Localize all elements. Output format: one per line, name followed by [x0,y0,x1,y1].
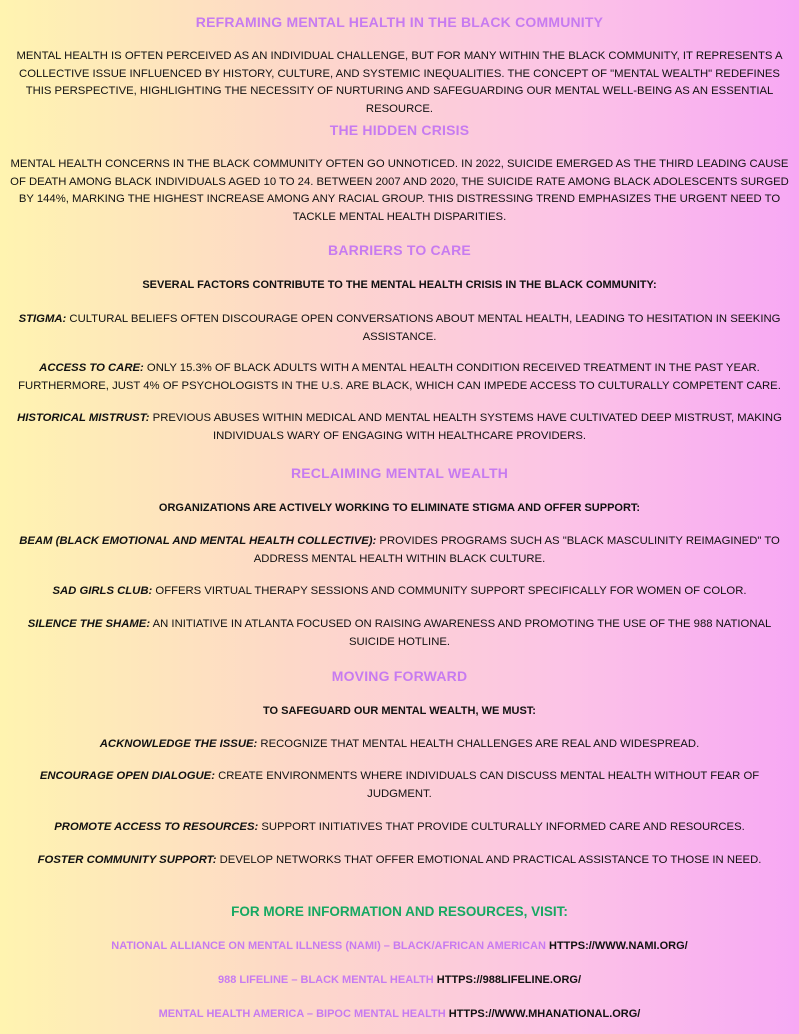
list-item-sad-girls-club [0,583,799,601]
resource-label: MENTAL HEALTH AMERICA – BIPOC MENTAL HEALTH [158,1008,446,1020]
section-title-reclaiming: RECLAIMING MENTAL WEALTH [290,465,509,481]
section-title-reframing: REFRAMING MENTAL HEALTH IN THE BLACK COMMUNITY [195,14,604,30]
resource-link-988[interactable] [0,974,799,986]
resource-link-mha[interactable] [0,1008,799,1020]
list-item-historical-mistrust [0,410,799,445]
item-lead: BEAM (BLACK EMOTIONAL AND MENTAL HEALTH COLLECTIVE): [19,535,377,547]
item-text: CREATE ENVIRONMENTS WHERE INDIVIDUALS CAN DISCUSS MENTAL HEALTH WITHOUT FEAR OF JUDGMENT. [214,770,760,800]
list-item-silence-the-shame [0,616,799,651]
item-lead: ACCESS TO CARE: [39,362,144,374]
resource-url[interactable]: HTTPS://988LIFELINE.ORG/ [436,974,582,986]
resource-url[interactable]: HTTPS://WWW.MHANATIONAL.ORG/ [448,1008,641,1020]
item-text: SUPPORT INITIATIVES THAT PROVIDE CULTURALLY INFORMED CARE AND RESOURCES. [258,821,745,833]
item-text: DEVELOP NETWORKS THAT OFFER EMOTIONAL AND PRACTICAL ASSISTANCE TO THOSE IN NEED. [216,854,762,866]
list-item-beam [0,533,799,568]
paragraph-hidden-crisis: MENTAL HEALTH CONCERNS IN THE BLACK COMMUNITY OFTEN GO UNNOTICED. IN 2022, SUICIDE EMERGED AS THE THIRD LEADING CAUSE OF DEATH AMONG BLACK INDIVIDUALS AGED 10 TO 24. BETWEEN 2007 AND 2020, THE SUICIDE RATE AMONG BLACK ADOLESCENTS SURGED BY 144%, MARKING THE HIGHEST INCREASE AMONG ANY RACIAL GROUP. THIS DISTRESSING TREND EMPHASIZES THE URGENT NEED TO TACKLE MENTAL HEALTH DISPARITIES. [10,158,789,223]
section-title-moving-forward: MOVING FORWARD [331,668,468,684]
item-lead: SAD GIRLS CLUB: [52,585,153,597]
list-item-promote [0,819,799,837]
item-text: ONLY 15.3% OF BLACK ADULTS WITH A MENTAL HEALTH CONDITION RECEIVED TREATMENT IN THE PAST YEAR. FURTHERMORE, JUST 4% OF PSYCHOLOGISTS IN THE U.S. ARE BLACK, WHICH CAN IMPEDE ACCESS TO CULTURALLY COMPETENT CARE. [18,362,781,392]
list-item-access-to-care [0,360,799,395]
item-lead: ACKNOWLEDGE THE ISSUE: [99,738,258,750]
list-item-encourage [0,768,799,803]
item-text: PREVIOUS ABUSES WITHIN MEDICAL AND MENTAL HEALTH SYSTEMS HAVE CULTIVATED DEEP MISTRUST, MAKING INDIVIDUALS WARY OF ENGAGING WITH HEALTHCARE PROVIDERS. [149,412,782,442]
list-item-foster [0,852,799,870]
item-lead: SILENCE THE SHAME: [27,618,151,630]
resources-heading: FOR MORE INFORMATION AND RESOURCES, VISIT: [231,904,568,919]
item-lead: STIGMA: [18,313,67,325]
paragraph-reframing: MENTAL HEALTH IS OFTEN PERCEIVED AS AN INDIVIDUAL CHALLENGE, BUT FOR MANY WITHIN THE BLACK COMMUNITY, IT REPRESENTS A COLLECTIVE ISSUE INFLUENCED BY HISTORY, CULTURE, AND SYSTEMIC INEQUALITIES. THE CONCEPT OF "MENTAL WEALTH" REDEFINES THIS PERSPECTIVE, HIGHLIGHTING THE NECESSITY OF NURTURING AND SAFEGUARDING OUR MENTAL WELL-BEING AS AN ESSENTIAL RESOURCE. [16,50,783,115]
item-text: OFFERS VIRTUAL THERAPY SESSIONS AND COMMUNITY SUPPORT SPECIFICALLY FOR WOMEN OF COLOR. [152,585,747,597]
resource-label: 988 LIFELINE – BLACK MENTAL HEALTH [217,974,434,986]
section-title-hidden-crisis: THE HIDDEN CRISIS [329,122,470,138]
list-item-stigma [0,311,799,346]
subtitle-reclaiming: ORGANIZATIONS ARE ACTIVELY WORKING TO ELIMINATE STIGMA AND OFFER SUPPORT: [158,502,641,514]
list-item-acknowledge [0,736,799,754]
resource-url[interactable]: HTTPS://WWW.NAMI.ORG/ [549,940,688,952]
resource-link-nami[interactable] [0,940,799,952]
item-lead: FOSTER COMMUNITY SUPPORT: [37,854,217,866]
item-text: CULTURAL BELIEFS OFTEN DISCOURAGE OPEN CONVERSATIONS ABOUT MENTAL HEALTH, LEADING TO HESITATION IN SEEKING ASSISTANCE. [66,313,781,343]
subtitle-moving-forward: TO SAFEGUARD OUR MENTAL WEALTH, WE MUST: [263,705,536,717]
item-text: RECOGNIZE THAT MENTAL HEALTH CHALLENGES ARE REAL AND WIDESPREAD. [257,738,700,750]
section-title-barriers: BARRIERS TO CARE [328,242,471,258]
subtitle-barriers: SEVERAL FACTORS CONTRIBUTE TO THE MENTAL HEALTH CRISIS IN THE BLACK COMMUNITY: [142,279,657,291]
item-text: AN INITIATIVE IN ATLANTA FOCUSED ON RAISING AWARENESS AND PROMOTING THE USE OF THE 988 NATIONAL SUICIDE HOTLINE. [150,618,772,648]
item-lead: ENCOURAGE OPEN DIALOGUE: [39,770,215,782]
resource-label: NATIONAL ALLIANCE ON MENTAL ILLNESS (NAMI) – BLACK/AFRICAN AMERICAN [111,940,546,952]
item-text: PROVIDES PROGRAMS SUCH AS "BLACK MASCULINITY REIMAGINED" TO ADDRESS MENTAL HEALTH WITHIN BLACK CULTURE. [253,535,780,565]
item-lead: HISTORICAL MISTRUST: [17,412,150,424]
item-lead: PROMOTE ACCESS TO RESOURCES: [54,821,259,833]
